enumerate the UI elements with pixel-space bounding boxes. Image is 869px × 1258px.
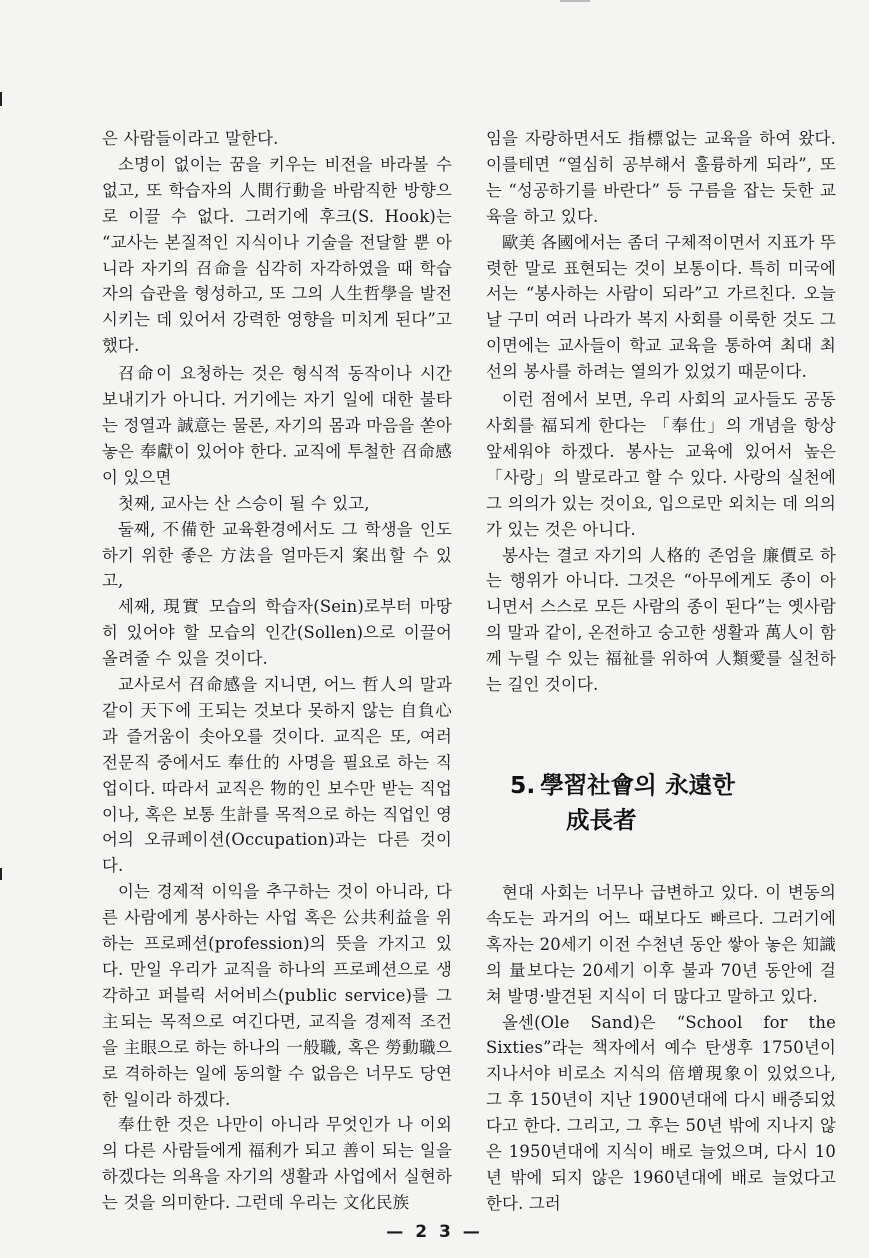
section-heading-line1 (510, 768, 840, 803)
paragraph: 은 사람들이라고 말한다. (102, 129, 279, 148)
paragraph: 첫째, 교사는 산 스승이 될 수 있고, (118, 493, 370, 513)
paragraph: 세째, 現實 모습의 학습자(Sein)로부터 마땅히 있어야 할 모습의 인간(Sollen)으로 이끌어 올려줄 수 있을 것이다. (102, 597, 452, 669)
scan-mark-left-2 (0, 868, 2, 880)
paragraph: 奉仕한 것은 나만이 아니라 무엇인가 나 이외의 다른 사람들에게 福利가 되고 善이 되는 일을 하겠다는 의욕을 자기의 생활과 사업에서 실현하는 것을 의미한다. 그런데 우리는 文化民族 (102, 1115, 452, 1213)
paragraph: 현대 사회는 너무나 급변하고 있다. 이 변동의 속도는 과거의 어느 때보다도 빠르다. 그러기에 혹자는 20세기 이전 수천년 동안 쌓아 놓은 知識의 量보다는 20세기 이후 불과 70년 동안에 걸쳐 발명·발견된 지식이 더 많다고 말하고 있다. (486, 883, 836, 1006)
right-column (486, 126, 836, 698)
scan-mark-left-1 (0, 92, 2, 106)
paragraph: 임을 자랑하면서도 指標없는 교육을 하여 왔다. 이를테면 “열심히 공부해서 훌륭하게 되라”, 또는 “성공하기를 바란다” 등 구름을 잡는 듯한 교육을 하고 있다. (486, 129, 836, 226)
paragraph: 둘째, 不備한 교육환경에서도 그 학생을 인도하기 위한 좋은 方法을 얼마든지 案出할 수 있고, (102, 519, 452, 591)
scan-mark-top (560, 0, 590, 2)
page-number: — 2 3 — (386, 1222, 483, 1242)
paragraph: 올센(Ole Sand)은 “School for the Sixties”라는 책자에서 예수 탄생후 1750년이 지나서야 비로소 지식의 倍增現象이 있었으나, 그 후 150년이 지난 1900년대에 다시 배증되었다고 한다. 그리고, 그 후는 50년 밖에 지나지 않은 1950년대에 지식이 배로 늘었으며, 다시 10년 밖에 되지 않은 1960년대에 배로 늘었다고 한다. 그러 (486, 1012, 836, 1213)
paragraph: 歐美 各國에서는 좀더 구체적이면서 지표가 뚜렷한 말로 표현되는 것이 보통이다. 특히 미국에서는 “봉사하는 사람이 되라”고 가르친다. 오늘날 구미 여러 나라가 복지 사회를 이룩한 것도 그 이면에는 교사들이 학교 교육을 통하여 최대 최선의 봉사를 하려는 열의가 있었기 때문이다. (486, 232, 836, 382)
section-number: 5. (510, 771, 536, 799)
left-column (102, 126, 452, 1216)
paragraph: 이는 경제적 이익을 추구하는 것이 아니라, 다른 사람에게 봉사하는 사업 혹은 公共利益을 위하는 프로페션(profession)의 뜻을 가지고 있다. 만일 우리가 교직을 하나의 프로페션으로 생각하고 퍼블릭 서어비스(public service)를 그 主되는 목적으로 여긴다면, 교직을 경제적 조건을 主眼으로 하는 하나의 一般職, 혹은 勞動職으로 격하하는 일에 동의할 수 없음은 너무도 당연한 일이라 하겠다. (102, 882, 452, 1109)
section-title-line1: 學習社會의 永遠한 (540, 771, 735, 799)
paragraph: 교사로서 召命感을 지니면, 어느 哲人의 말과 같이 天下에 王되는 것보다 못하지 않는 自負心과 즐거움이 솟아오를 것이다. 교직은 또, 여러 전문직 중에서도 奉仕的 사명을 필요로 하는 직업이다. 따라서 교직은 物的인 보수만 받는 직업이나, 혹은 보통 生計를 목적으로 하는 직업인 영어의 오큐페이션(Occupation)과는 다른 것이다. (102, 675, 452, 876)
section-heading (510, 768, 840, 838)
paragraph: 소명이 없이는 꿈을 키우는 비전을 바라볼 수 없고, 또 학습자의 人間行動을 바람직한 방향으로 이끌 수 없다. 그러기에 후크(S. Hook)는 “교사는 본질적인 지식이나 기술을 전달할 뿐 아니라 자기의 召命을 심각히 자각하였을 때 학습자의 습관을 형성하고, 또 그의 人生哲學을 발전시키는 데 있어서 강력한 영향을 미치게 된다”고 했다. (102, 154, 452, 356)
section-title-line2: 成長者 (566, 806, 637, 834)
paragraph: 召命이 요청하는 것은 형식적 동작이나 시간 보내기가 아니다. 거기에는 자기 일에 대한 불타는 정열과 誠意는 물론, 자기의 몸과 마음을 쏟아 놓은 奉獻이 있어야 한다. 교직에 투철한 召命感이 있으면 (102, 364, 452, 487)
paragraph: 봉사는 결코 자기의 人格的 존엄을 廉價로 하는 행위가 아니다. 그것은 “아무에게도 종이 아니면서 스스로 모든 사람의 종이 된다”는 옛사람의 말과 같이, 온전하고 숭고한 생활과 萬人이 함께 누릴 수 있는 福祉를 위하여 人類愛를 실천하는 길인 것이다. (486, 545, 836, 695)
paragraph: 이런 점에서 보면, 우리 사회의 교사들도 공동 사회를 福되게 한다는 「奉仕」의 개념을 항상 앞세워야 하겠다. 봉사는 교육에 있어서 높은 「사랑」의 발로라고 할 수 있다. 사랑의 실천에 그 의의가 있는 것이요, 입으로만 외치는 데 의의가 있는 것은 아니다. (486, 390, 836, 539)
section-body (486, 880, 836, 1217)
